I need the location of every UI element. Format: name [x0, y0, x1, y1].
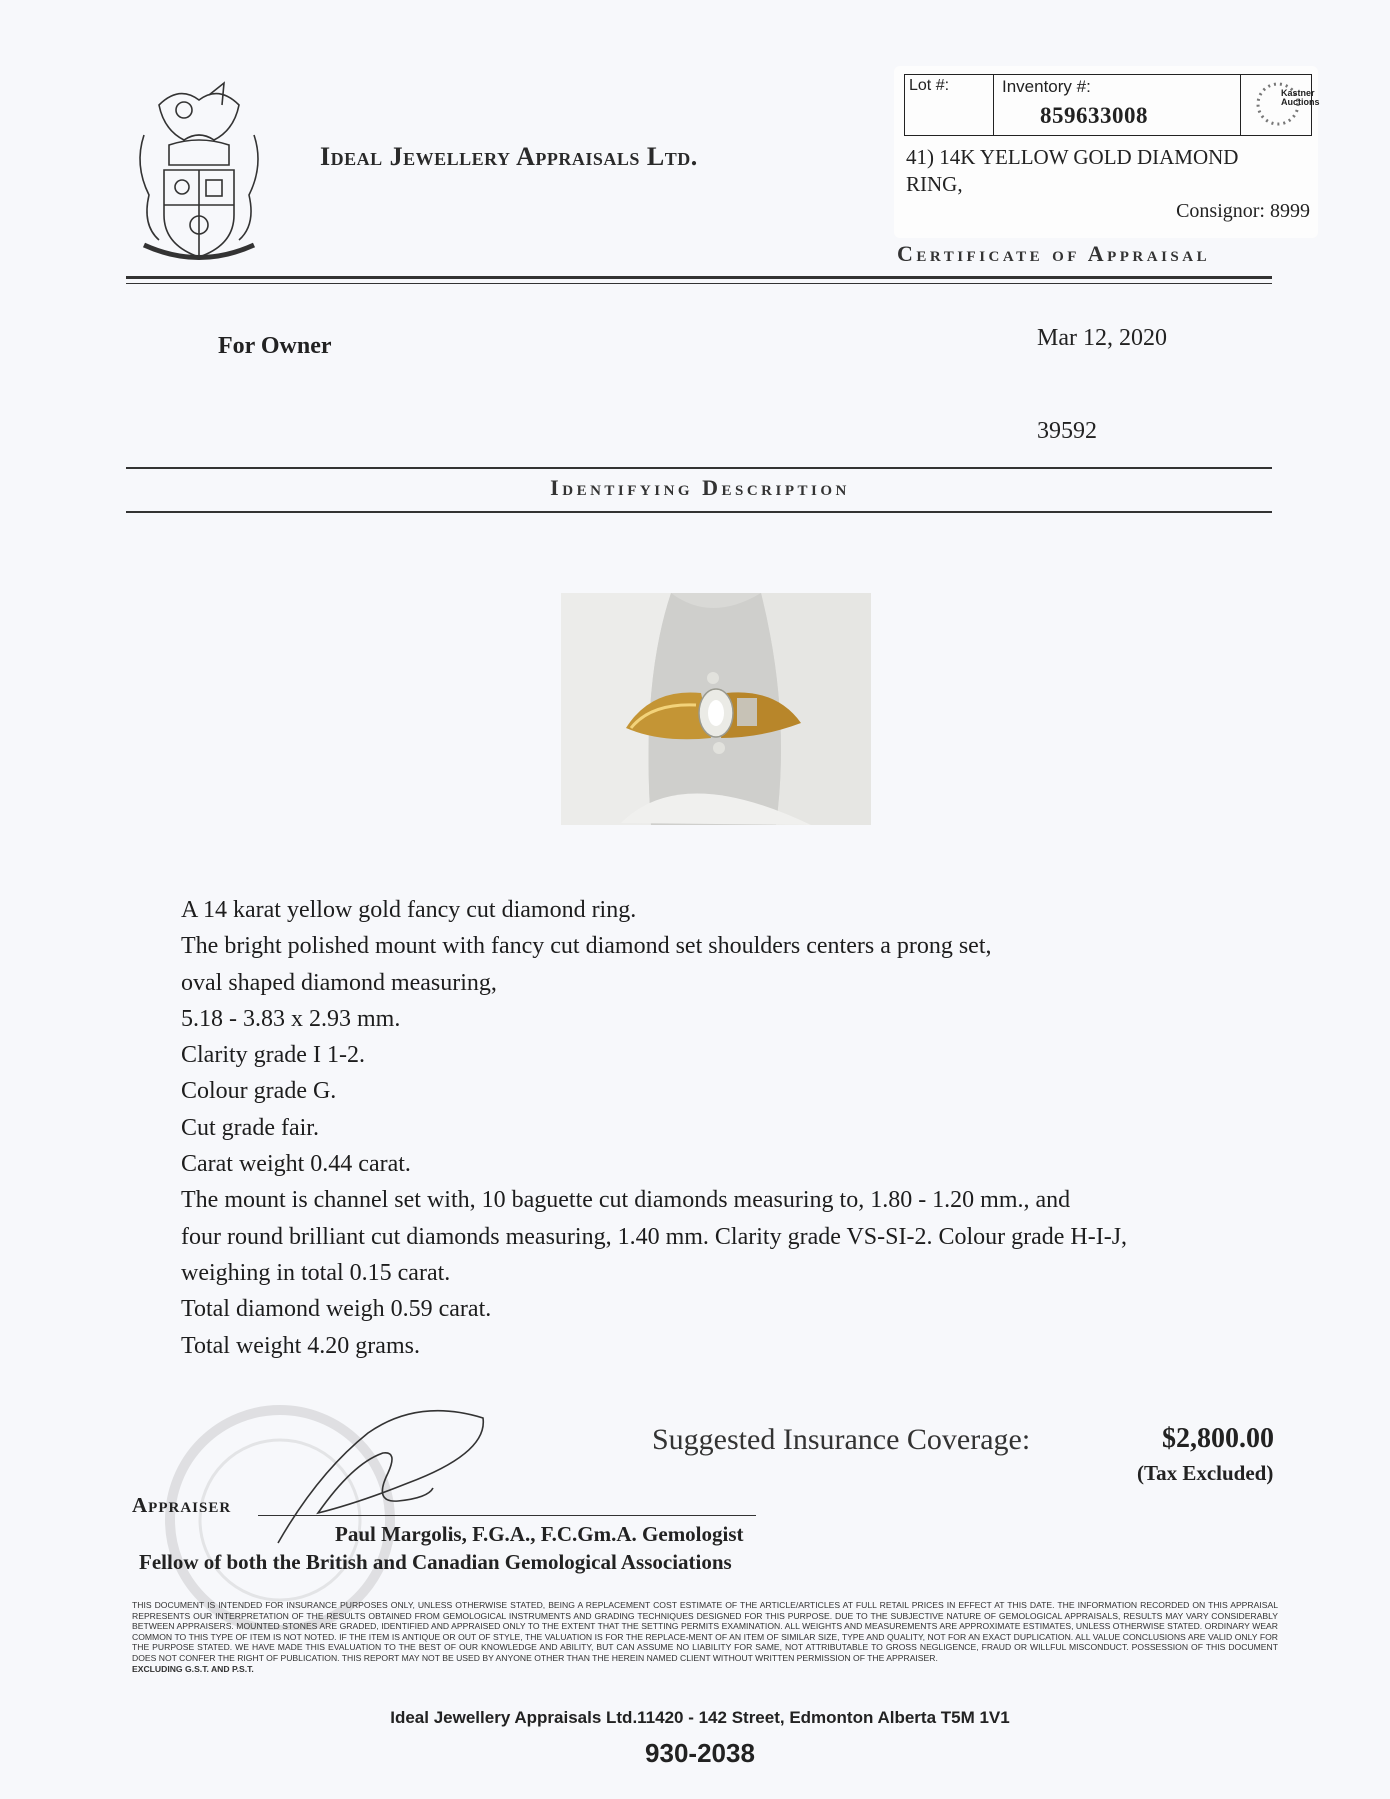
- item-line-1: 41) 14K YELLOW GOLD DIAMOND: [906, 145, 1239, 169]
- description-line: four round brilliant cut diamonds measuring, 1.40 mm. Clarity grade VS-SI-2. Colour grade H-I-J,: [181, 1223, 1128, 1250]
- footer-address: Ideal Jewellery Appraisals Ltd.11420 - 142 Street, Edmonton Alberta T5M 1V1: [390, 1708, 1010, 1727]
- description-line: The bright polished mount with fancy cut diamond set shoulders centers a prong set,: [181, 933, 992, 960]
- appraiser-title: Fellow of both the British and Canadian Gemological Associations: [139, 1550, 732, 1574]
- item-line-2: RING,: [906, 172, 963, 196]
- inventory-cell: [994, 75, 1241, 135]
- description-line: A 14 karat yellow gold fancy cut diamond ring.: [181, 897, 637, 923]
- section-title: Identifying Description: [550, 475, 850, 500]
- auction-logo: [1241, 75, 1320, 135]
- description-line: oval shaped diamond measuring,: [181, 969, 497, 996]
- inventory-label: Inventory #:: [1002, 77, 1091, 96]
- insurance-value: $2,800.00: [1162, 1423, 1274, 1454]
- owner-field: For Owner: [218, 333, 332, 359]
- company-name: Ideal Jewellery Appraisals Ltd.: [320, 142, 698, 171]
- reference-number: 39592: [1037, 418, 1097, 444]
- description-line: 5.18 - 3.83 x 2.93 mm.: [181, 1005, 401, 1032]
- description-line: Clarity grade I 1-2.: [181, 1042, 365, 1069]
- description-block: [181, 892, 1127, 1364]
- lot-label: Lot #:: [905, 75, 994, 135]
- description-line: Total weight 4.20 grams.: [181, 1332, 420, 1359]
- appraisal-date: Mar 12, 2020: [1037, 325, 1167, 351]
- insurance-label: Suggested Insurance Coverage:: [652, 1423, 1031, 1456]
- header-rule: [126, 276, 1272, 284]
- tax-note: (Tax Excluded): [1137, 1461, 1274, 1485]
- logo-text: Kastner Auctions: [1281, 88, 1320, 107]
- label-grid: [904, 74, 1320, 136]
- disclaimer: [132, 1600, 1278, 1674]
- ring-photo: [561, 593, 871, 825]
- description-line: Colour grade G.: [181, 1078, 337, 1105]
- consignor: Consignor: 8999: [1176, 200, 1310, 222]
- certificate-title: Certificate of Appraisal: [897, 241, 1211, 266]
- item-description: [906, 144, 1238, 198]
- appraiser-label: Appraiser: [132, 1493, 232, 1517]
- auction-label: [894, 66, 1318, 238]
- description-line: Total diamond weigh 0.59 carat.: [181, 1296, 492, 1323]
- inventory-number: 859633008: [1040, 103, 1148, 128]
- tax-exclusion-note: EXCLUDING G.S.T. AND P.S.T.: [132, 1663, 254, 1674]
- section-rule-top: [126, 467, 1272, 469]
- description-line: weighing in total 0.15 carat.: [181, 1259, 451, 1286]
- description-line: Cut grade fair.: [181, 1114, 319, 1141]
- disclaimer-text: THIS DOCUMENT IS INTENDED FOR INSURANCE PURPOSES ONLY, UNLESS OTHERWISE STATED, BEING A REPLACEMENT COST ESTIMATE OF THE ARTICLE/ARTICLES AT FULL RETAIL PRICES IN EFFECT AT THIS DATE. THE INFORMATION RECORDED ON THIS APPRAISAL REPRESENTS OUR INTERPRETATION OF THE RESULTS OBTAINED FROM GEMOLOGICAL INSTRUMENTS AND GRADING TECHNIQUES DESIGNED FOR THIS PURPOSE. DUE TO THE SUBJECTIVE NATURE OF GEMOLOGICAL APPRAISALS, RESULTS MAY VARY CONSIDERABLY BETWEEN APPRAISERS. MOUNTED STONES ARE GRADED, IDENTIFIED AND APPRAISED ONLY TO THE EXTENT THAT THE SETTING PERMITS EXAMINATION. ALL WEIGHTS AND MEASUREMENTS ARE APPROXIMATE ESTIMATES, UNLESS OTHERWISE STATED. ORDINARY WEAR COMMON TO THIS TYPE OF ITEM IS NOT NOTED. IF THE ITEM IS ANTIQUE OR OUT OF STYLE, THE VALUATION IS FOR THE REPLACE-MENT OF AN ITEM OF SIMILAR SIZE, TYPE AND QUALITY, NOT FOR AN EXACT DUPLICATION. ALL VALUE CONCLUSIONS ARE VALID ONLY FOR THE PURPOSE STATED. WE HAVE MADE THIS EVALUATION TO THE BEST OF OUR KNOWLEDGE AND ABILITY, BUT CAN ASSUME NO LIABILITY FOR SAME, NOT ATTRIBUTABLE TO GROSS NEGLIGENCE, FRAUD OR WILLFUL MISCONDUCT. POSSESSION OF THIS DOCUMENT DOES NOT CONFER THE RIGHT OF PUBLICATION. THIS REPORT MAY NOT BE USED BY ANYONE OTHER THAN THE HEREIN NAMED CLIENT WITHOUT WRITTEN PERMISSION OF THE APPRAISER.: [132, 1600, 1278, 1663]
- description-line: Carat weight 0.44 carat.: [181, 1151, 411, 1178]
- section-rule-bottom: [126, 511, 1272, 513]
- description-line: The mount is channel set with, 10 baguette cut diamonds measuring to, 1.80 - 1.20 mm., and: [181, 1187, 1071, 1214]
- appraiser-name: Paul Margolis, F.G.A., F.C.Gm.A. Gemologist: [335, 1522, 744, 1546]
- coat-of-arms-icon: [124, 75, 274, 265]
- footer-phone: 930-2038: [645, 1738, 755, 1768]
